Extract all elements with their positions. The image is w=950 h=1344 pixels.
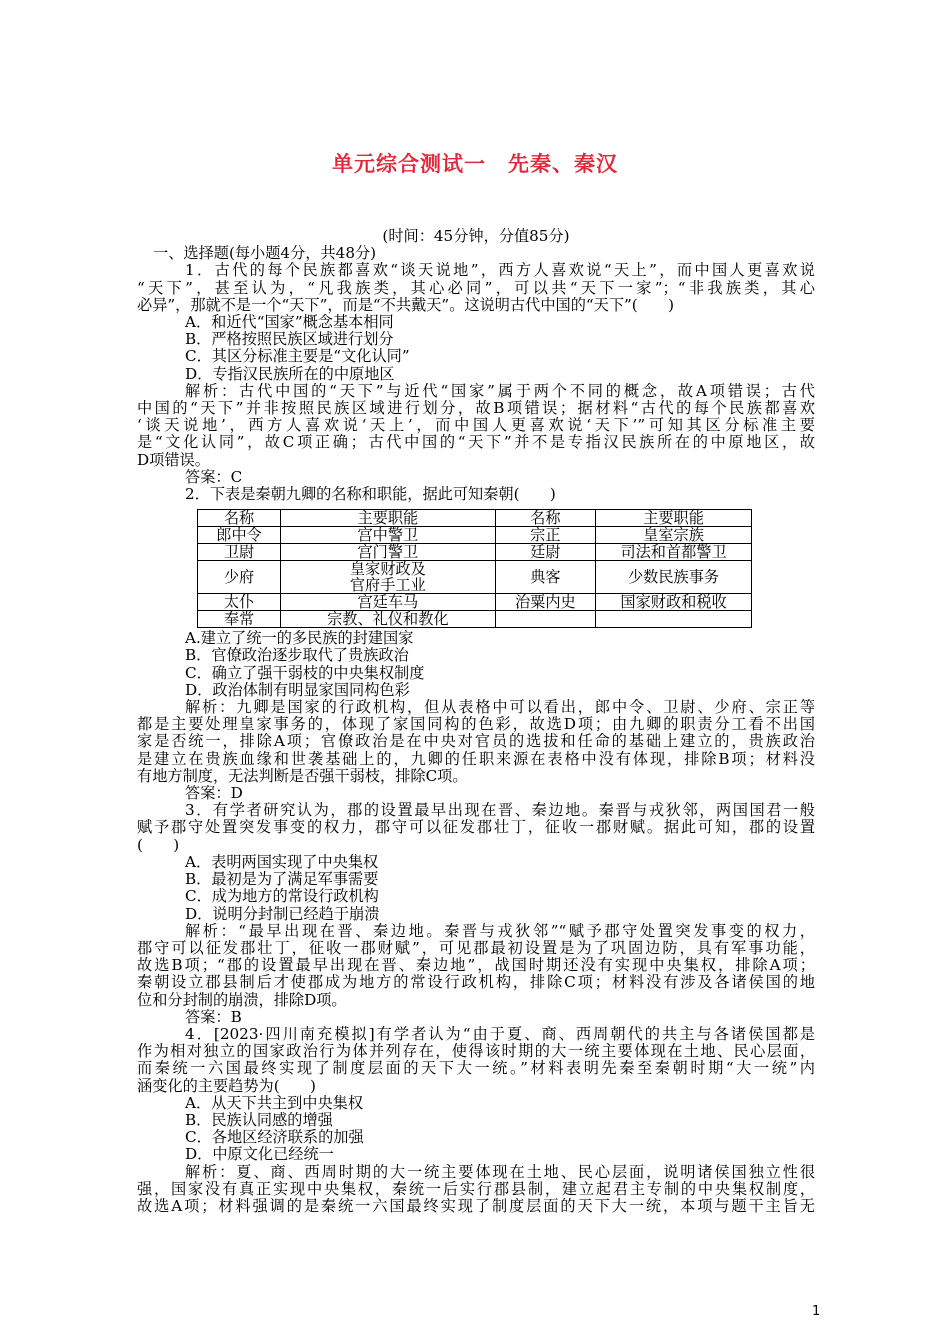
question-stem-line: 3．有学者研究认为，郡的设置最早出现在晋、秦边地。秦晋与戎狄邻，两国国君一般 xyxy=(185,802,815,820)
question-4 xyxy=(137,1026,815,1215)
analysis-line: 中国的“天下”并非按照民族区域进行划分，故B项错误；据材料“古代的每个民族都喜欢 xyxy=(137,400,815,418)
analysis-line: 都是主要处理皇家事务的，体现了家国同构的色彩，故选D项；由九卿的职责分工看不出国 xyxy=(137,716,815,734)
option-b: B．民族认同感的增强 xyxy=(185,1111,333,1129)
question-stem-line: 必异”，那就不是一个“天下”，而是“不共戴天”。这说明古代中国的“天下”( ) xyxy=(137,296,675,314)
option-c: C．成为地方的常设行政机构 xyxy=(185,888,379,906)
question-stem-line: “天下”，甚至认为，“凡我族类，其心必同”，可以共“天下一家”；“非我族类，其心 xyxy=(137,279,815,297)
analysis-line: 故选A项；材料强调的是秦统一六国最终实现了制度层面的天下大一统，本项与题干主旨无 xyxy=(137,1197,815,1215)
question-1 xyxy=(137,262,815,486)
analysis-line: 有地方制度，无法判断是否强干弱枝，排除C项。 xyxy=(137,767,468,785)
analysis-line: 解析：夏、商、西周时期的大一统主要体现在土地、民心层面，说明诸侯国独立性很 xyxy=(185,1163,815,1181)
question-stem-line: 而秦统一六国最终实现了制度层面的天下大一统。”材料表明先秦至秦朝时期“大一统”内 xyxy=(137,1060,815,1078)
table-cell: 治粟内史 xyxy=(495,594,596,611)
option-c: C．各地区经济联系的加强 xyxy=(185,1129,364,1147)
table-cell: 宫中警卫 xyxy=(281,527,496,544)
analysis-line: 是建立在贵族血缘和世袭基础上的，九卿的任职来源在表格中没有体现，排除B项；材料没 xyxy=(137,750,815,768)
question-stem-line: 2．下表是秦朝九卿的名称和职能，据此可知秦朝( ) xyxy=(185,486,556,504)
question-stem-line: ( ) xyxy=(137,836,180,854)
analysis-line: 郡守可以征发郡壮丁，征收一郡财赋”，可见郡最初设置是为了巩固边防，具有军事功能， xyxy=(137,939,815,957)
answer: 答案：C xyxy=(185,468,243,486)
table-cell: 宗教、礼仪和教化 xyxy=(281,611,496,628)
table-cell: 廷尉 xyxy=(495,544,596,561)
analysis-line: 是“文化认同”，故C项正确；古代中国的“天下”并不是专指汉民族所在的中原地区，故 xyxy=(137,434,815,452)
analysis-line: ‘谈天说地’，西方人喜欢说‘天上’，而中国人更喜欢说‘天下’”可知其区分标准主要 xyxy=(137,417,815,435)
option-b: B．严格按照民族区域进行划分 xyxy=(185,331,394,349)
question-stem-line: 赋予郡守处置突发事变的权力，郡守可以征发郡壮丁，征收一郡财赋。据此可知，郡的设置 xyxy=(137,819,815,837)
answer: 答案：D xyxy=(185,785,243,803)
section-heading: 一、选择题(每小题4分，共48分) xyxy=(153,245,377,263)
question-stem-line: 4．[2023·四川南充模拟]有学者认为“由于夏、商、西周朝代的共主与各诸侯国都是 xyxy=(185,1025,815,1043)
answer: 答案：B xyxy=(185,1008,242,1026)
analysis-line: 解析：古代中国的“天下”与近代“国家”属于两个不同的概念，故A项错误；古代 xyxy=(185,382,815,400)
table-cell: 国家财政和税收 xyxy=(596,594,752,611)
table-row xyxy=(198,561,752,594)
table-header-cell: 名称 xyxy=(495,510,596,527)
page-number: 1 xyxy=(812,1304,821,1319)
analysis-line: D项错误。 xyxy=(137,451,210,469)
analysis-line: 解析：“最早出现在晋、秦边地。秦晋与戎狄邻”“赋予郡守处置突发事变的权力， xyxy=(185,922,815,940)
option-b: B．最初是为了满足军事需要 xyxy=(185,871,379,889)
table-cell: 卫尉 xyxy=(198,544,281,561)
question-stem-line: 作为相对独立的国家政治行为体并列存在，使得该时期的大一统主要体现在土地、民心层面， xyxy=(137,1043,815,1061)
table-cell: 典客 xyxy=(495,561,596,594)
table-cell: 宗正 xyxy=(495,527,596,544)
table-row xyxy=(198,594,752,611)
option-d: D．政治体制有明显家国同构色彩 xyxy=(185,681,410,699)
table-header-row xyxy=(198,510,752,527)
table-cell: 宫门警卫 xyxy=(281,544,496,561)
table-cell: 少府 xyxy=(198,561,281,594)
option-a: A.建立了统一的多民族的封建国家 xyxy=(185,630,414,648)
nine-ministers-table xyxy=(197,509,752,628)
analysis-line: 秦朝设立郡县制后才使郡成为地方的常设行政机构，排除C项；材料没有涉及各诸侯国的地 xyxy=(137,974,815,992)
table-row xyxy=(198,544,752,561)
table-cell xyxy=(281,561,496,594)
table-cell: 司法和首都警卫 xyxy=(596,544,752,561)
page-title: 单元综合测试一 先秦、秦汉 xyxy=(332,152,618,176)
option-a: A．和近代“国家”概念基本相同 xyxy=(185,314,394,332)
table-cell-line: 皇家财政及 xyxy=(349,560,426,579)
table-cell: 奉常 xyxy=(198,611,281,628)
question-2 xyxy=(137,486,815,802)
table-cell: 皇室宗族 xyxy=(596,527,752,544)
table-cell: 郎中令 xyxy=(198,527,281,544)
table-row xyxy=(198,527,752,544)
table-cell: 少数民族事务 xyxy=(596,561,752,594)
question-stem-line: 1．古代的每个民族都喜欢“谈天说地”，西方人喜欢说“天上”，而中国人更喜欢说 xyxy=(185,262,815,280)
table-cell xyxy=(596,611,752,628)
option-d: D．专指汉民族所在的中原地区 xyxy=(185,365,395,383)
analysis-line: 位和分封制的崩溃，排除D项。 xyxy=(137,991,347,1009)
table-header-cell: 名称 xyxy=(198,510,281,527)
table-cell: 宫廷车马 xyxy=(281,594,496,611)
analysis-line: 解析：九卿是国家的行政机构，但从表格中可以看出，郎中令、卫尉、少府、宗正等 xyxy=(185,699,815,717)
table-header-cell: 主要职能 xyxy=(596,510,752,527)
exam-meta: (时间：45分钟，分值85分) xyxy=(382,228,570,245)
option-a: A．从天下共主到中央集权 xyxy=(185,1094,364,1112)
table-cell: 太仆 xyxy=(198,594,281,611)
analysis-line: 故选B项；“郡的设置最早出现在晋、秦边地”，战国时期还没有实现中央集权，排除A项； xyxy=(137,957,815,975)
option-d: D．说明分封制已经趋于崩溃 xyxy=(185,905,380,923)
document-body xyxy=(137,228,815,1215)
option-b: B．官僚政治逐步取代了贵族政治 xyxy=(185,647,409,665)
option-c: C．其区分标准主要是“文化认同” xyxy=(185,348,410,366)
analysis-line: 家是否统一，排除A项；官僚政治是在中央对官员的选拔和任命的基础上建立的，贵族政治 xyxy=(137,733,815,751)
table-row xyxy=(198,611,752,628)
table-cell-line: 官府手工业 xyxy=(349,576,426,595)
table-header-cell: 主要职能 xyxy=(281,510,496,527)
option-d: D．中原文化已经统一 xyxy=(185,1146,334,1164)
analysis-line: 强，国家没有真正实现中央集权，秦统一后实行郡县制，建立起君主专制的中央集权制度， xyxy=(137,1180,815,1198)
table-cell xyxy=(495,611,596,628)
question-3 xyxy=(137,802,815,1026)
option-c: C．确立了强干弱枝的中央集权制度 xyxy=(185,664,425,682)
option-a: A．表明两国实现了中央集权 xyxy=(185,853,379,871)
question-stem-line: 涵变化的主要趋势为( ) xyxy=(137,1077,316,1095)
